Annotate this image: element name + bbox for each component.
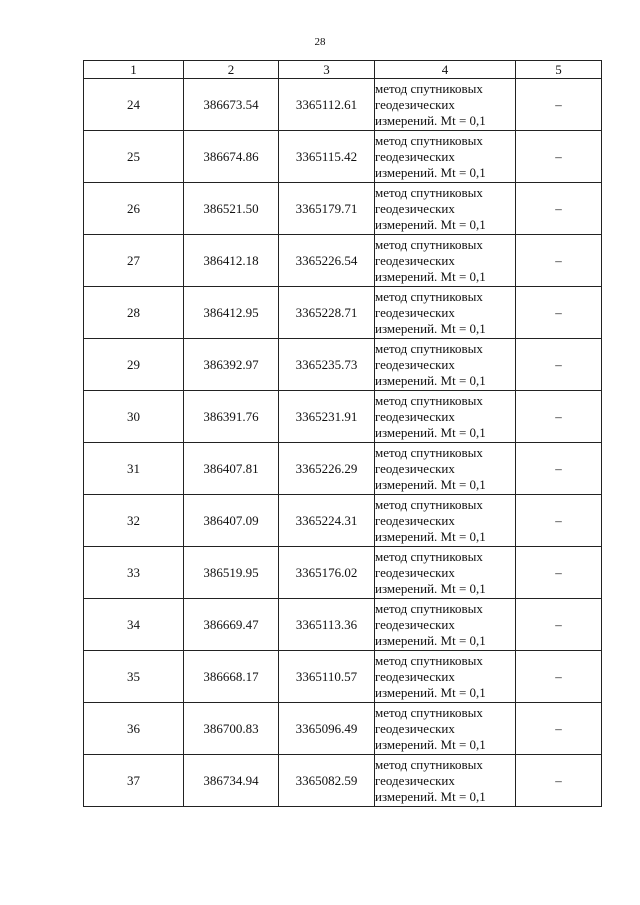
table-row [84, 599, 602, 651]
coordinate-y: 3365179.71 [279, 183, 375, 235]
method-line-2: геодезических [375, 304, 455, 320]
coordinate-y: 3365228.71 [279, 287, 375, 339]
point-number: 30 [84, 391, 184, 443]
coordinate-y: 3365235.73 [279, 339, 375, 391]
coordinate-y: 3365110.57 [279, 651, 375, 703]
method-line-3: измерений. Mt = 0,1 [375, 216, 486, 232]
point-number: 37 [84, 755, 184, 807]
table-row [84, 547, 602, 599]
method-line-2: геодезических [375, 460, 455, 476]
point-number: 24 [84, 79, 184, 131]
method-line-2: геодезических [375, 96, 455, 112]
method-line-3: измерений. Mt = 0,1 [375, 632, 486, 648]
characteristic-dash: – [516, 443, 602, 495]
method-line-1: метод спутниковых [375, 496, 483, 512]
point-number: 32 [84, 495, 184, 547]
header-col-1: 1 [84, 61, 184, 79]
coordinate-y: 3365224.31 [279, 495, 375, 547]
characteristic-dash: – [516, 183, 602, 235]
table-row [84, 391, 602, 443]
coordinate-y: 3365096.49 [279, 703, 375, 755]
characteristic-dash: – [516, 495, 602, 547]
measurement-method [375, 287, 516, 339]
measurement-method [375, 443, 516, 495]
method-line-3: измерений. Mt = 0,1 [375, 112, 486, 128]
method-line-1: метод спутниковых [375, 80, 483, 96]
method-line-2: геодезических [375, 616, 455, 632]
table-row [84, 287, 602, 339]
coordinate-x: 386674.86 [184, 131, 279, 183]
coordinate-x: 386407.09 [184, 495, 279, 547]
coordinate-x: 386734.94 [184, 755, 279, 807]
measurement-method [375, 495, 516, 547]
coordinate-x: 386519.95 [184, 547, 279, 599]
page-number: 28 [314, 36, 326, 48]
measurement-method [375, 183, 516, 235]
coordinate-x: 386521.50 [184, 183, 279, 235]
method-line-1: метод спутниковых [375, 444, 483, 460]
coordinate-y: 3365231.91 [279, 391, 375, 443]
header-col-4: 4 [375, 61, 516, 79]
method-line-2: геодезических [375, 564, 455, 580]
method-line-1: метод спутниковых [375, 288, 483, 304]
measurement-method [375, 391, 516, 443]
measurement-method [375, 339, 516, 391]
point-number: 31 [84, 443, 184, 495]
method-line-3: измерений. Mt = 0,1 [375, 476, 486, 492]
method-line-1: метод спутниковых [375, 236, 483, 252]
coordinate-y: 3365082.59 [279, 755, 375, 807]
coordinates-table [83, 60, 602, 807]
table-body [84, 79, 602, 807]
coordinate-x: 386673.54 [184, 79, 279, 131]
characteristic-dash: – [516, 287, 602, 339]
method-line-3: измерений. Mt = 0,1 [375, 528, 486, 544]
point-number: 36 [84, 703, 184, 755]
method-line-1: метод спутниковых [375, 756, 483, 772]
coordinate-x: 386392.97 [184, 339, 279, 391]
method-line-1: метод спутниковых [375, 600, 483, 616]
point-number: 35 [84, 651, 184, 703]
method-line-3: измерений. Mt = 0,1 [375, 788, 486, 804]
method-line-3: измерений. Mt = 0,1 [375, 736, 486, 752]
method-line-2: геодезических [375, 200, 455, 216]
point-number: 26 [84, 183, 184, 235]
characteristic-dash: – [516, 755, 602, 807]
method-line-1: метод спутниковых [375, 704, 483, 720]
method-line-1: метод спутниковых [375, 392, 483, 408]
method-line-2: геодезических [375, 512, 455, 528]
method-line-2: геодезических [375, 720, 455, 736]
method-line-3: измерений. Mt = 0,1 [375, 268, 486, 284]
measurement-method [375, 235, 516, 287]
measurement-method [375, 703, 516, 755]
point-number: 33 [84, 547, 184, 599]
method-line-3: измерений. Mt = 0,1 [375, 164, 486, 180]
measurement-method [375, 755, 516, 807]
table-row [84, 79, 602, 131]
method-line-2: геодезических [375, 148, 455, 164]
method-line-3: измерений. Mt = 0,1 [375, 684, 486, 700]
method-line-1: метод спутниковых [375, 548, 483, 564]
method-line-3: измерений. Mt = 0,1 [375, 424, 486, 440]
characteristic-dash: – [516, 235, 602, 287]
method-line-1: метод спутниковых [375, 340, 483, 356]
measurement-method [375, 547, 516, 599]
measurement-method [375, 131, 516, 183]
table-row [84, 183, 602, 235]
table-row [84, 235, 602, 287]
table-row [84, 443, 602, 495]
header-col-3: 3 [279, 61, 375, 79]
method-line-2: геодезических [375, 668, 455, 684]
table-row [84, 651, 602, 703]
method-line-1: метод спутниковых [375, 132, 483, 148]
method-line-3: измерений. Mt = 0,1 [375, 320, 486, 336]
coordinate-y: 3365115.42 [279, 131, 375, 183]
table-row [84, 755, 602, 807]
method-line-2: геодезических [375, 356, 455, 372]
coordinate-x: 386412.95 [184, 287, 279, 339]
measurement-method [375, 599, 516, 651]
point-number: 27 [84, 235, 184, 287]
table-header-row [84, 61, 602, 79]
point-number: 34 [84, 599, 184, 651]
method-line-2: геодезических [375, 408, 455, 424]
characteristic-dash: – [516, 599, 602, 651]
method-line-2: геодезических [375, 252, 455, 268]
measurement-method [375, 651, 516, 703]
characteristic-dash: – [516, 703, 602, 755]
coordinate-x: 386407.81 [184, 443, 279, 495]
method-line-3: измерений. Mt = 0,1 [375, 580, 486, 596]
method-line-3: измерений. Mt = 0,1 [375, 372, 486, 388]
table-row [84, 495, 602, 547]
method-line-1: метод спутниковых [375, 184, 483, 200]
table-row [84, 131, 602, 183]
characteristic-dash: – [516, 131, 602, 183]
method-line-2: геодезических [375, 772, 455, 788]
coordinate-y: 3365112.61 [279, 79, 375, 131]
point-number: 28 [84, 287, 184, 339]
method-line-1: метод спутниковых [375, 652, 483, 668]
coordinate-x: 386668.17 [184, 651, 279, 703]
coordinate-y: 3365226.54 [279, 235, 375, 287]
characteristic-dash: – [516, 391, 602, 443]
point-number: 29 [84, 339, 184, 391]
table-row [84, 703, 602, 755]
point-number: 25 [84, 131, 184, 183]
coordinate-x: 386700.83 [184, 703, 279, 755]
characteristic-dash: – [516, 339, 602, 391]
table-row [84, 339, 602, 391]
header-col-2: 2 [184, 61, 279, 79]
characteristic-dash: – [516, 651, 602, 703]
coordinate-y: 3365176.02 [279, 547, 375, 599]
coordinate-y: 3365113.36 [279, 599, 375, 651]
coordinate-x: 386391.76 [184, 391, 279, 443]
characteristic-dash: – [516, 79, 602, 131]
coordinate-x: 386669.47 [184, 599, 279, 651]
measurement-method [375, 79, 516, 131]
characteristic-dash: – [516, 547, 602, 599]
header-col-5: 5 [516, 61, 602, 79]
coordinate-y: 3365226.29 [279, 443, 375, 495]
coordinate-x: 386412.18 [184, 235, 279, 287]
